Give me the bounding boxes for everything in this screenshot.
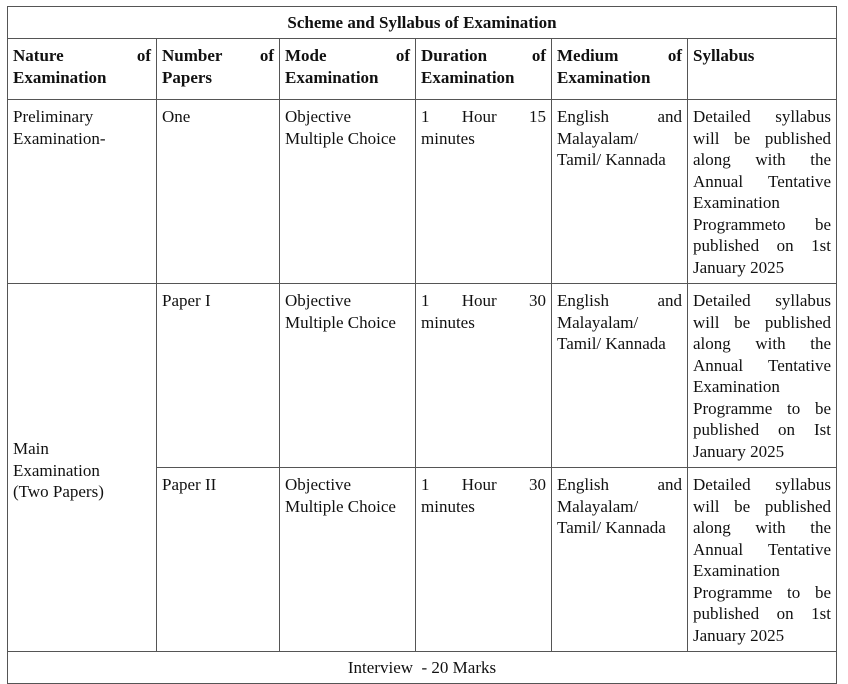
cell-syllabus (688, 284, 837, 468)
header-duration-line1: Duration of (421, 46, 546, 65)
text-line: published on Ist (693, 420, 832, 439)
text-line: 1 Hour 15 (421, 107, 546, 126)
header-syllabus (688, 39, 837, 100)
interview-marks: Interview - 20 Marks (8, 652, 837, 684)
text-line: Detailed syllabus (693, 291, 832, 310)
text-line: Tamil/ Kannada (557, 334, 666, 353)
table-row-paper-1 (8, 284, 837, 468)
cell-mode (280, 100, 416, 284)
text-line: Examination (693, 193, 780, 212)
text-line: along with the (693, 334, 832, 353)
text-line: Objective (285, 291, 352, 310)
cell-nature (8, 100, 157, 284)
footer-row (8, 652, 837, 684)
text-line: January 2025 (693, 257, 785, 277)
text-line: Preliminary (13, 107, 94, 126)
text-line: Main (13, 439, 49, 459)
header-nature (8, 39, 157, 100)
cell-syllabus (688, 100, 837, 284)
cell-duration (416, 284, 552, 468)
cell-nature-main (8, 284, 157, 652)
table-title: Scheme and Syllabus of Examination (8, 7, 837, 39)
text-line: minutes (421, 128, 475, 148)
header-medium-line1: Medium of (557, 46, 682, 65)
cell-papers: One (157, 100, 280, 284)
cell-papers: Paper II (157, 468, 280, 652)
text-line: English and (557, 475, 682, 494)
text-line: Malayalam/ (557, 496, 639, 516)
cell-medium (552, 284, 688, 468)
text-line: minutes (421, 312, 475, 332)
header-papers-line2: Papers (162, 67, 213, 87)
text-line: (Two Papers) (13, 482, 104, 502)
text-line: published on 1st (693, 604, 832, 623)
header-mode-line1: Mode of (285, 46, 410, 65)
text-line: published on 1st (693, 236, 832, 255)
text-line: January 2025 (693, 625, 785, 645)
scheme-syllabus-table (7, 6, 837, 684)
text-line: Objective (285, 107, 352, 126)
cell-duration (416, 100, 552, 284)
header-syllabus-line1: Syllabus (693, 46, 755, 65)
header-papers (157, 39, 280, 100)
text-line: along with the (693, 518, 832, 537)
cell-medium (552, 100, 688, 284)
text-line: 1 Hour 30 (421, 475, 546, 494)
text-line: Malayalam/ (557, 312, 639, 332)
text-line: along with the (693, 150, 832, 169)
cell-mode (280, 284, 416, 468)
text-line: Examination (693, 377, 780, 396)
text-line: Annual Tentative (693, 355, 832, 375)
text-line: Tamil/ Kannada (557, 518, 666, 537)
text-line: will be published (693, 496, 832, 516)
text-line: will be published (693, 312, 832, 332)
text-line: Examination- (13, 128, 106, 148)
text-line: Programme to be (693, 398, 832, 418)
text-line: Examination (693, 561, 780, 580)
header-row (8, 39, 837, 100)
text-line: English and (557, 107, 682, 126)
header-medium-line2: Examination (557, 67, 651, 87)
title-row (8, 7, 837, 39)
header-papers-line1: Number of (162, 46, 274, 65)
cell-medium (552, 468, 688, 652)
text-line: Programmeto be (693, 214, 832, 234)
text-line: Annual Tentative (693, 539, 832, 559)
header-duration (416, 39, 552, 100)
text-line: Programme to be (693, 582, 832, 602)
text-line: January 2025 (693, 441, 785, 461)
text-line: Multiple Choice (285, 496, 396, 516)
header-nature-line1: Nature of (13, 46, 151, 65)
text-line: Detailed syllabus (693, 475, 832, 494)
text-line: minutes (421, 496, 475, 516)
text-line: Annual Tentative (693, 171, 832, 191)
text-line: Detailed syllabus (693, 107, 832, 126)
text-line: English and (557, 291, 682, 310)
header-mode-line2: Examination (285, 67, 379, 87)
text-line: Tamil/ Kannada (557, 150, 666, 169)
text-line: Multiple Choice (285, 128, 396, 148)
cell-duration (416, 468, 552, 652)
header-nature-line2: Examination (13, 67, 107, 87)
header-duration-line2: Examination (421, 67, 515, 87)
cell-mode (280, 468, 416, 652)
cell-papers: Paper I (157, 284, 280, 468)
text-line: will be published (693, 128, 832, 148)
cell-syllabus (688, 468, 837, 652)
header-medium (552, 39, 688, 100)
text-line: 1 Hour 30 (421, 291, 546, 310)
text-line: Objective (285, 475, 352, 494)
text-line: Examination (13, 460, 100, 480)
text-line: Malayalam/ (557, 128, 639, 148)
header-mode (280, 39, 416, 100)
table-row-preliminary (8, 100, 837, 284)
text-line: Multiple Choice (285, 312, 396, 332)
